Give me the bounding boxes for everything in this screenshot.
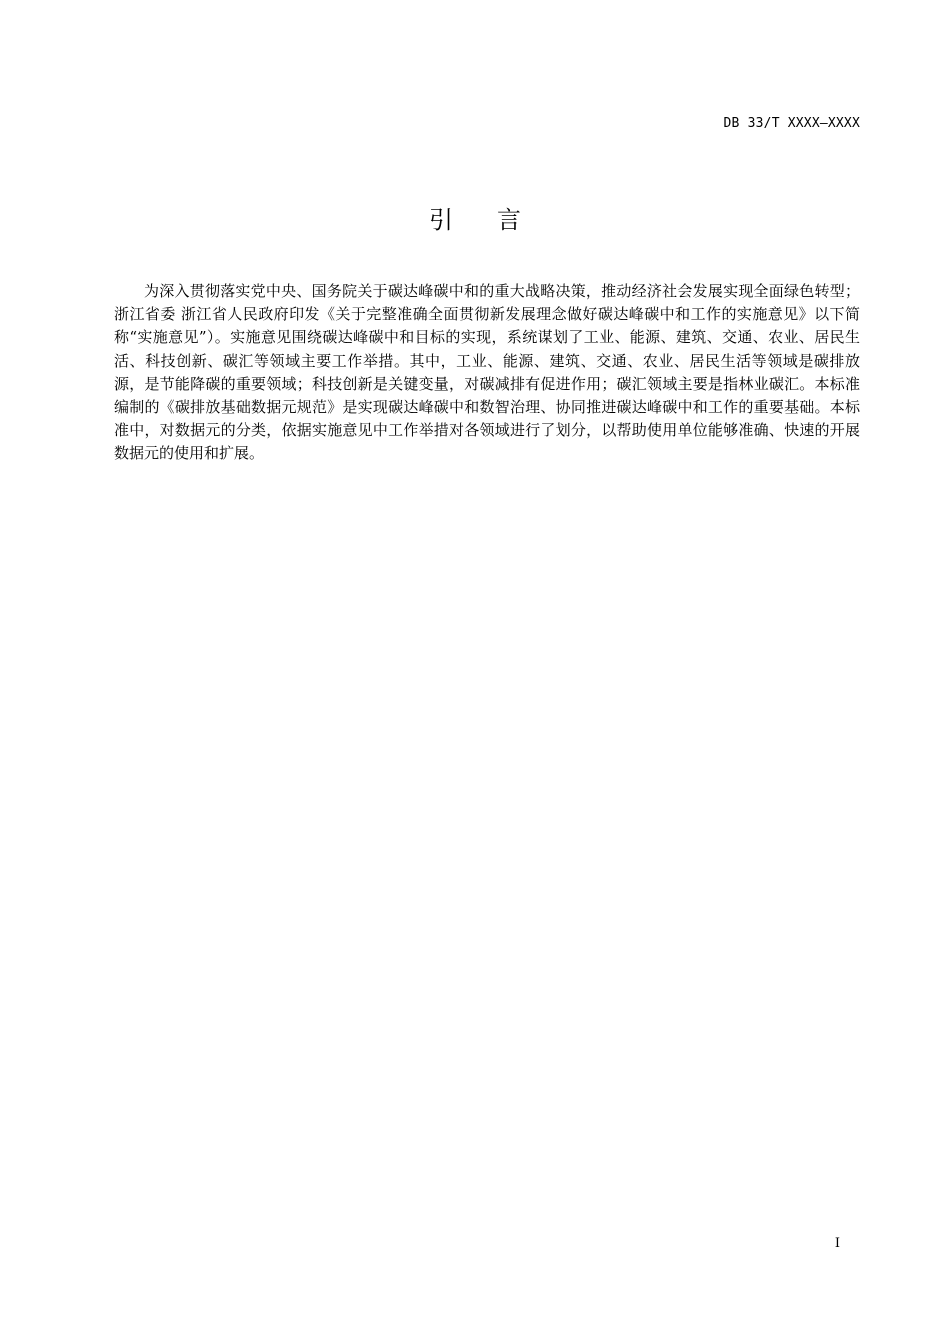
introduction-paragraph: 为深入贯彻落实党中央、国务院关于碳达峰碳中和的重大战略决策，推动经济社会发展实现全面绿色转型；浙江省委 浙江省人民政府印发《关于完整准确全面贯彻新发展理念做好碳达峰碳中和工作的实施意见》以下简称“实施意见”）。实施意见围绕碳达峰碳中和目标的实现，系统谋划了工业、能源、建筑、交通、农业、居民生活、科技创新、碳汇等领域主要工作举措。其中，工业、能源、建筑、交通、农业、居民生活等领域是碳排放源，是节能降碳的重要领域；科技创新是关键变量，对碳减排有促进作用；碳汇领域主要是指林业碳汇。本标准编制的《碳排放基础数据元规范》是实现碳达峰碳中和数智治理、协同推进碳达峰碳中和工作的重要基础。本标准中，对数据元的分类，依据实施意见中工作举措对各领域进行了划分，以帮助使用单位能够准确、快速的开展数据元的使用和扩展。 bbox=[114, 282, 860, 463]
page-number: I bbox=[834, 1236, 840, 1251]
document-code: DB 33/T XXXX—XXXX bbox=[723, 116, 860, 131]
section-title: 引言 bbox=[429, 206, 565, 234]
